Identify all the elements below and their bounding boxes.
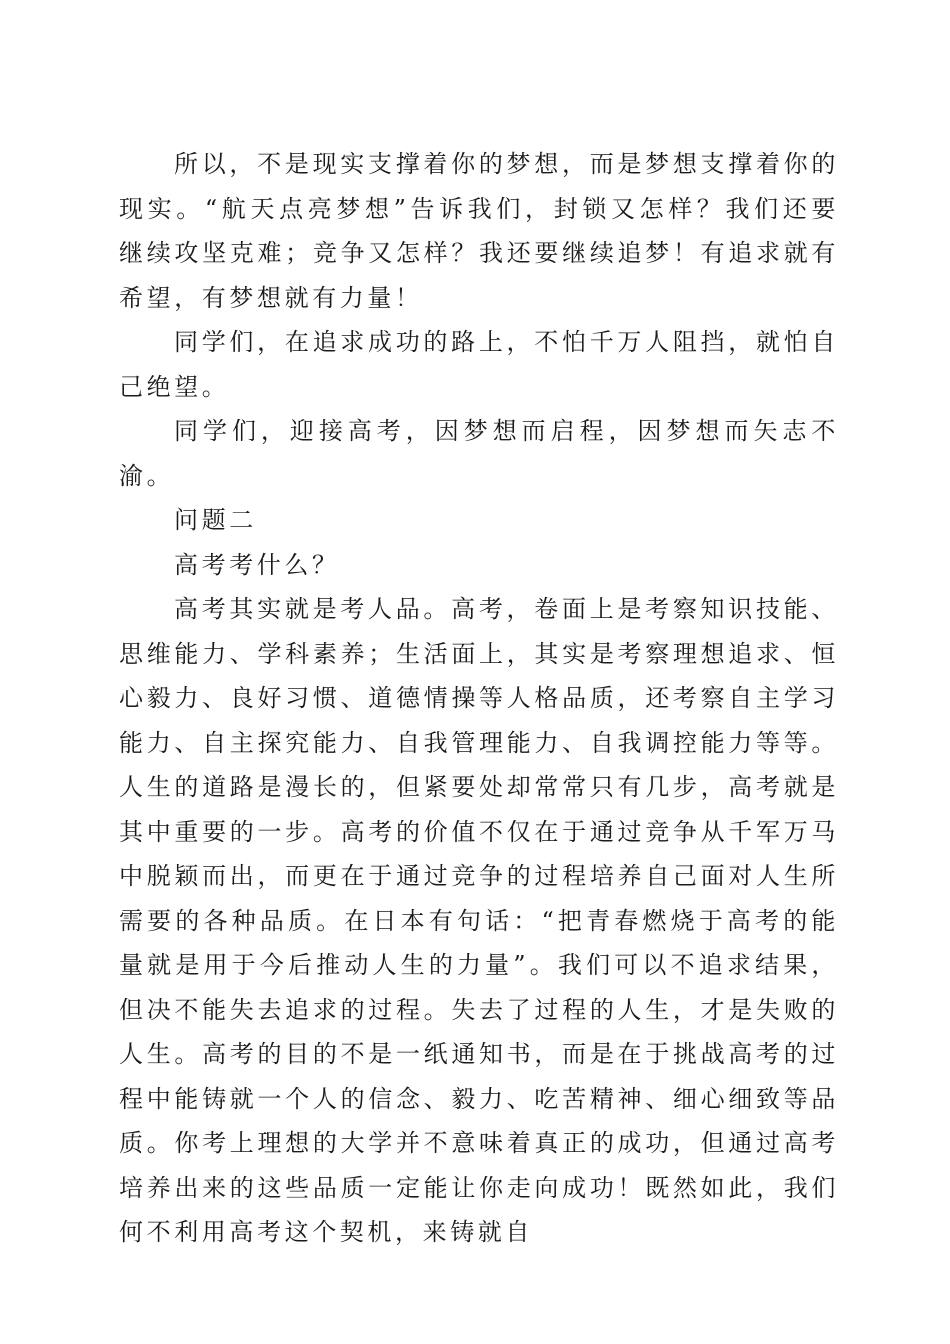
paragraph-welcome-exam: 同学们，迎接高考，因梦想而启程，因梦想而矢志不渝。 xyxy=(119,417,839,490)
document-body xyxy=(119,142,839,1255)
question-what-does-exam-test: 高考考什么？ xyxy=(174,550,340,579)
paragraph-pursuit-success: 同学们，在追求成功的路上，不怕千万人阻挡，就怕自己绝望。 xyxy=(119,328,839,401)
section-heading-question-two: 问题二 xyxy=(174,506,257,534)
paragraph-exam-character: 高考其实就是考人品。高考，卷面上是考察知识技能、思维能力、学科素养；生活面上，其实是考察理想追求、恒心毅力、良好习惯、道德情操等人格品质，还考察自主学习能力、自主探究能力、自我管理能力、自我调控能力等等。人生的道路是漫长的，但紧要处却常常只有几步，高考就是其中重要的一步。高考的价值不仅在于通过竞争从千军万马中脱颖而出，而更在于通过竞争的过程培养自己面对人生所需要的各种品质。在日本有句话：“把青春燃烧于高考的能量就是用于今后推动人生的力量”。我们可以不追求结果，但决不能失去追求的过程。失去了过程的人生，才是失败的人生。高考的目的不是一纸通知书，而是在于挑战高考的过程中能铸就一个人的信念、毅力、吃苦精神、细心细致等品质。你考上理想的大学并不意味着真正的成功，但通过高考培养出来的这些品质一定能让你走向成功！既然如此，我们何不利用高考这个契机，来铸就自 xyxy=(119,595,839,1246)
paragraph-dream-reality: 所以，不是现实支撑着你的梦想，而是梦想支撑着你的现实。“航天点亮梦想”告诉我们，封锁又怎样？我们还要继续攻坚克难；竞争又怎样？我还要继续追梦！有追求就有希望，有梦想就有力量！ xyxy=(119,150,839,312)
